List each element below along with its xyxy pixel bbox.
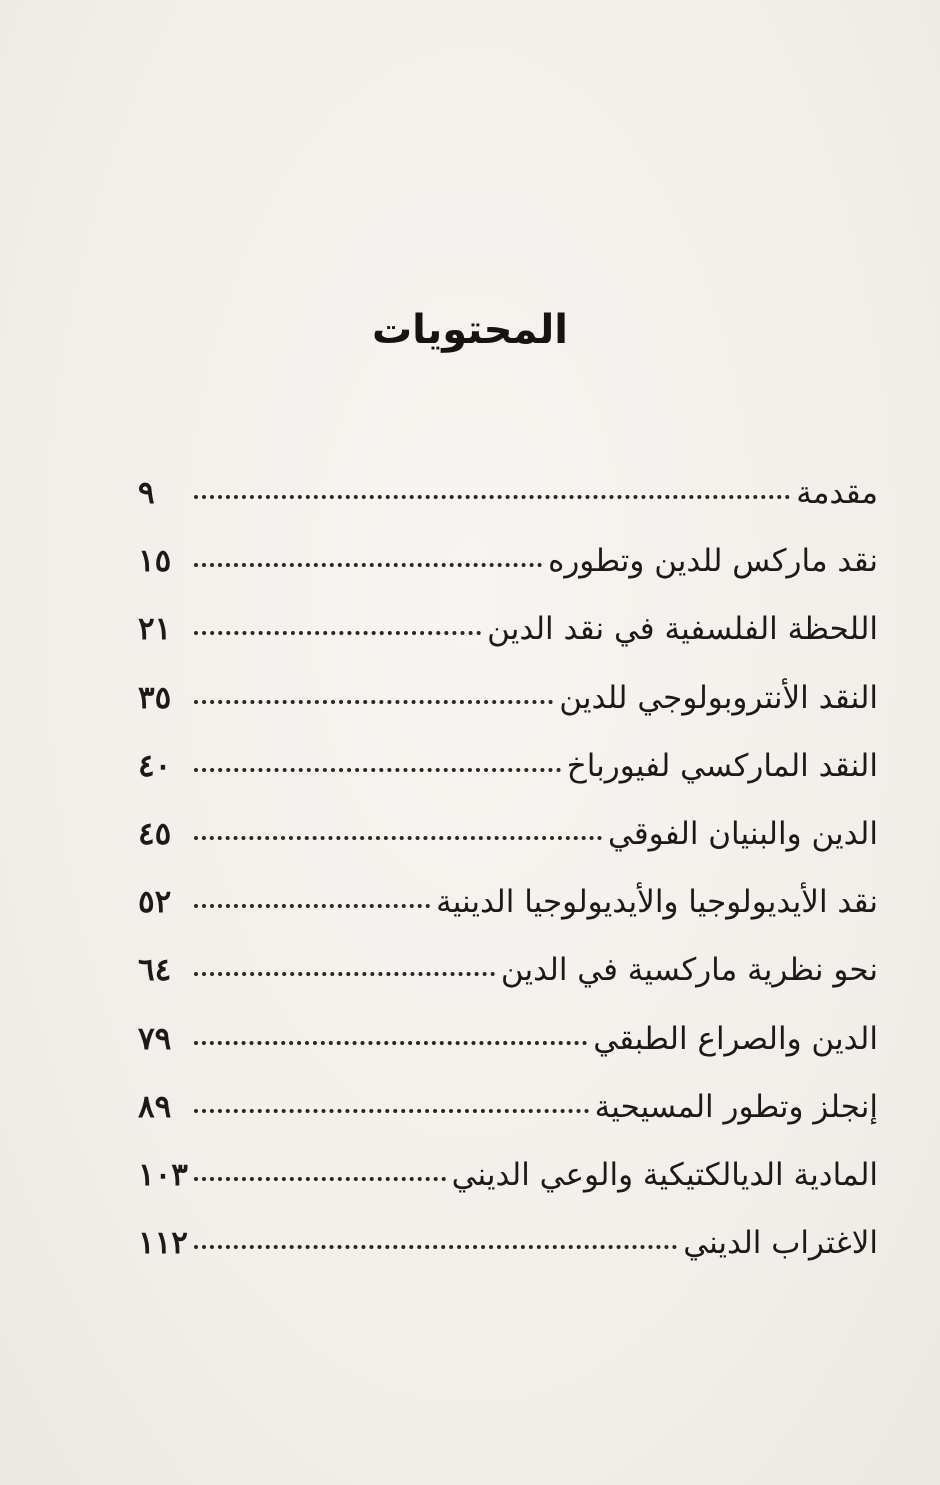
toc-entry-title: الاغتراب الديني [683,1225,878,1262]
toc-entry-page: ١٥ [138,543,172,580]
toc-entry-page: ٤٥ [138,815,172,852]
dot-leader [194,495,790,499]
toc-entry [138,1012,878,1080]
toc-entry-title: إنجلز وتطور المسيحية [594,1088,878,1125]
dot-leader [194,1041,587,1045]
toc-entry-page: ١٠٣ [138,1156,188,1193]
dot-leader [194,904,430,908]
toc-entry [138,671,878,739]
toc-entry-page: ٢١ [138,611,172,648]
toc-entry-title: نقد ماركس للدين وتطوره [548,543,878,580]
toc-entry [138,875,878,943]
toc-entry-page: ٣٥ [138,679,172,716]
toc-entry-title: النقد الأنتروبولوجي للدين [559,679,878,716]
toc-entry-title: المادية الديالكتيكية والوعي الديني [451,1156,878,1193]
toc-entry [138,807,878,875]
dot-leader [194,700,553,704]
toc-entry [138,1080,878,1148]
toc-entry-title: اللحظة الفلسفية في نقد الدين [487,611,878,648]
dot-leader [194,1177,446,1181]
toc-entry-page: ٥٢ [138,884,172,921]
toc-entry-page: ١١٢ [138,1225,188,1262]
toc-entry-title: الدين والصراع الطبقي [593,1020,878,1057]
toc-entry [138,466,878,534]
dot-leader [194,768,561,772]
dot-leader [194,972,495,976]
toc-entry-title: الدين والبنيان الفوقي [608,815,878,852]
toc-entry-title: نحو نظرية ماركسية في الدين [500,952,878,989]
toc-entry [138,739,878,807]
dot-leader [194,1109,589,1113]
contents-heading: المحتويات [371,307,568,353]
table-of-contents [138,466,878,1284]
toc-entry [138,943,878,1011]
toc-entry [138,1148,878,1216]
dot-leader [194,1245,677,1249]
toc-entry-title: مقدمة [796,475,878,511]
dot-leader [194,563,542,567]
toc-entry-page: ٩ [138,475,155,511]
toc-entry-title: النقد الماركسي لفيورباخ [566,747,878,784]
dot-leader [194,631,481,635]
toc-entry-page: ٦٤ [138,952,172,989]
toc-entry [138,602,878,670]
dot-leader [194,836,602,840]
toc-entry-page: ٤٠ [138,747,172,784]
toc-entry [138,534,878,602]
toc-entry-title: نقد الأيديولوجيا والأيديولوجيا الدينية [436,884,878,921]
toc-entry-page: ٨٩ [138,1088,172,1125]
toc-entry-page: ٧٩ [138,1020,172,1057]
toc-entry [138,1216,878,1284]
